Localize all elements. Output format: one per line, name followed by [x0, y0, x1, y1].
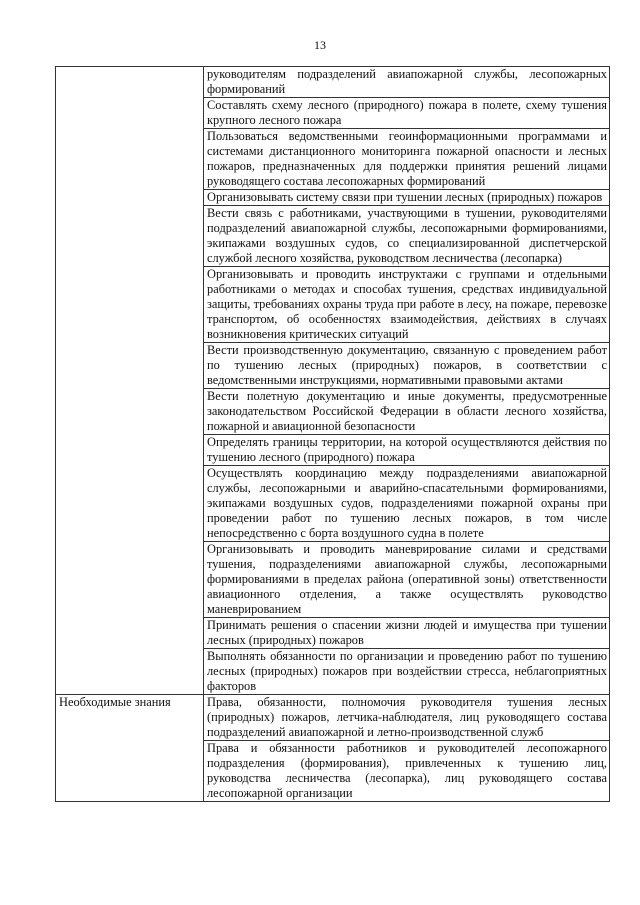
- table-row: [56, 695, 610, 741]
- table-cell: Выполнять обязанности по организации и проведению работ по тушению лесных (природных) пожаров при воздействии стресса, неблагоприятных факторов: [204, 649, 610, 695]
- table-cell: Вести производственную документацию, связанную с проведением работ по тушению лесных (природных) пожаров, в соответствии с ведомственными инструкциями, нормативными правовыми актами: [204, 343, 610, 389]
- table-cell: Составлять схему лесного (природного) пожара в полете, схему тушения крупного лесного пожара: [204, 98, 610, 129]
- page-number: 13: [314, 38, 326, 52]
- table-cell: Осуществлять координацию между подразделениями авиапожарной службы, лесопожарными и аварийно-спасательными формированиями, экипажами воздушных судов, подразделениями пожарной охраны при проведении работ по тушению лесных пожаров, в том числе непосредственно с борта воздушного судна в полете: [204, 466, 610, 542]
- continuation-label-cell: [56, 67, 204, 695]
- table-cell: Права и обязанности работников и руководителей лесопожарного подразделения (формирования), привлеченных к тушению лиц, руководства лесничества (лесопарка), лиц руководящего состава лесопожарной организации: [204, 741, 610, 802]
- skills-knowledge-table: [55, 66, 610, 802]
- table-cell: Организовывать и проводить инструктажи с группами и отдельными работниками о методах и способах тушения, средствах индивидуальной защиты, требованиях охраны труда при работе в лесу, на пожаре, перевозке транспортом, об особенностях взаимодействия, действиях в случаях возникновения критических ситуаций: [204, 267, 610, 343]
- table-cell: Вести связь с работниками, участвующими в тушении, руководителями подразделений авиапожарной службы, лесопожарными формированиями, экипажами воздушных судов, со специализированной диспетчерской службой лесного хозяйства, руководством лесничества (лесопарка): [204, 206, 610, 267]
- table-cell: Принимать решения о спасении жизни людей и имущества при тушении лесных (природных) пожаров: [204, 618, 610, 649]
- knowledge-label-cell: Необходимые знания: [56, 695, 204, 802]
- table-cell: руководителям подразделений авиапожарной службы, лесопожарных формирований: [204, 67, 610, 98]
- table-cell: Пользоваться ведомственными геоинформационными программами и системами дистанционного мониторинга пожарной опасности и лесных пожаров, предназначенных для поддержки принятия решений лицами руководящего состава лесопожарных формирований: [204, 129, 610, 190]
- table-cell: Организовывать и проводить маневрирование силами и средствами тушения, подразделениями авиапожарной службы, лесопожарными формированиями в пределах района (оперативной зоны) ответственности авиационного отделения, а также осуществлять руководство маневрированием: [204, 542, 610, 618]
- table-cell: Права, обязанности, полномочия руководителя тушения лесных (природных) пожаров, летчика-наблюдателя, лиц руководящего состава подразделений авиапожарной и летно-производственной служб: [204, 695, 610, 741]
- table-cell: Организовывать систему связи при тушении лесных (природных) пожаров: [204, 190, 610, 206]
- table-cell: Вести полетную документацию и иные документы, предусмотренные законодательством Российской Федерации в области лесного хозяйства, пожарной и авиационной безопасности: [204, 389, 610, 435]
- table-cell: Определять границы территории, на которой осуществляются действия по тушению лесного (природного) пожара: [204, 435, 610, 466]
- table-row: [56, 67, 610, 98]
